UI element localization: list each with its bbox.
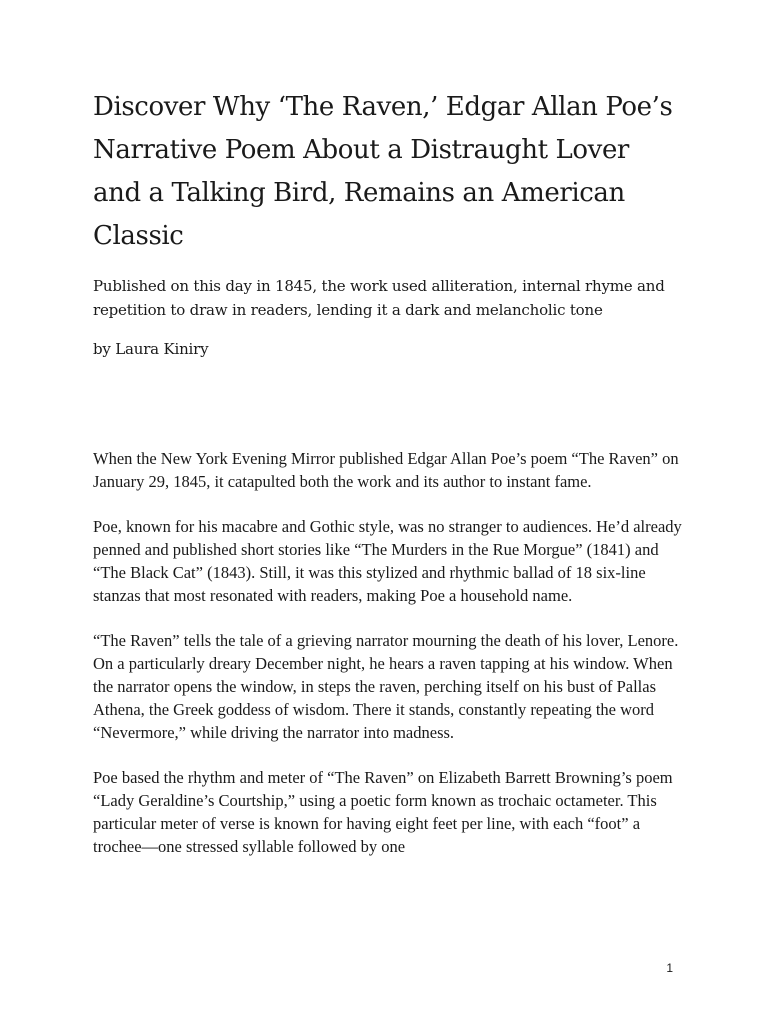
body-paragraph: When the New York Evening Mirror published Edgar Allan Poe’s poem “The Raven” on January 29, 1845, it catapulted both the work and its author to instant fame. — [93, 449, 679, 491]
article-body — [93, 447, 683, 858]
page-number: 1 — [666, 961, 673, 975]
body-paragraph: “The Raven” tells the tale of a grieving narrator mourning the death of his lover, Lenore. On a particularly dreary December night, he hears a raven tapping at his window. When the narrator opens the window, in steps the raven, perching itself on his bust of Pallas Athena, the Greek goddess of wisdom. There it stands, constantly repeating the word “Nevermore,” while driving the narrator into madness. — [93, 631, 679, 742]
article-subtitle: Published on this day in 1845, the work used alliteration, internal rhyme and repetition to draw in readers, lending it a dark and melancholic tone — [93, 277, 665, 319]
body-paragraph: Poe, known for his macabre and Gothic style, was no stranger to audiences. He’d already penned and published short stories like “The Murders in the Rue Morgue” (1841) and “The Black Cat” (1843). Still, it was this stylized and rhythmic ballad of 18 six-line stanzas that most resonated with readers, making Poe a household name. — [93, 517, 682, 605]
document-page — [93, 86, 683, 880]
article-title: Discover Why ‘The Raven,’ Edgar Allan Poe’s Narrative Poem About a Distraught Lover and a Talking Bird, Remains an American Classic — [93, 92, 673, 251]
body-paragraph: Poe based the rhythm and meter of “The Raven” on Elizabeth Barrett Browning’s poem “Lady Geraldine’s Courtship,” using a poetic form known as trochaic octameter. This particular meter of verse is known for having eight feet per line, with each “foot” a trochee—one stressed syllable followed by one — [93, 768, 673, 856]
article-byline: by Laura Kiniry — [93, 340, 209, 358]
